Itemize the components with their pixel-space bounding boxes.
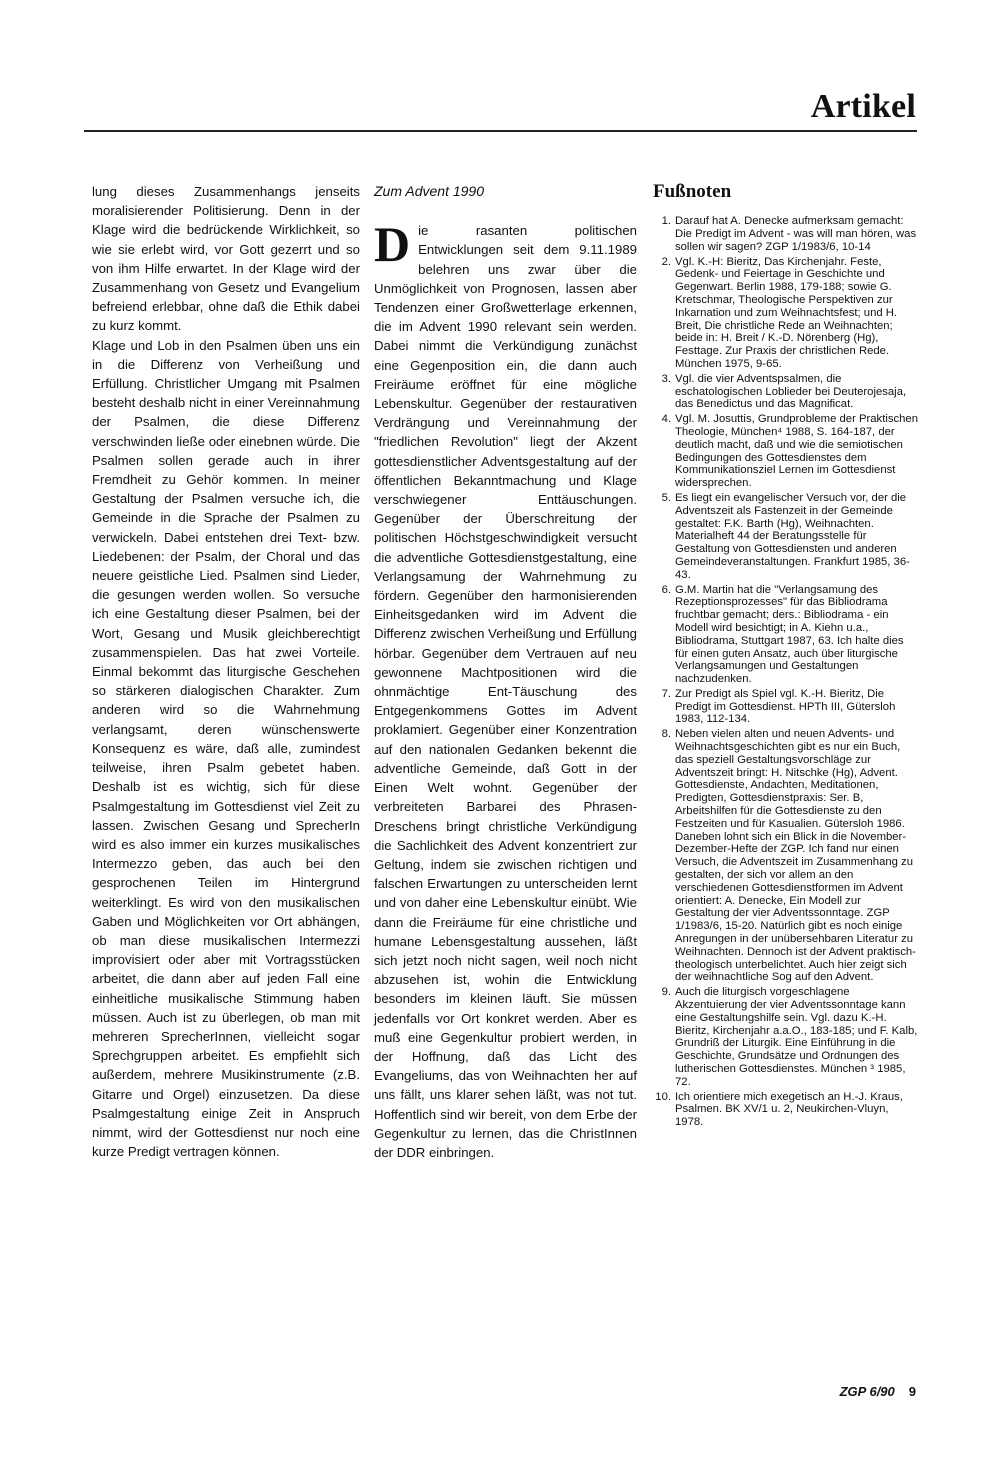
body-paragraph: Klage und Lob in den Psalmen üben uns ein in die Differenz von Verheißung und Erfüllung. Christlicher Umgang mit Psalmen besteht deshalb nicht in einer Vereinnahmung der Psalmen, die diese Differenz verschwinden ließe oder einebnen würde. Die Psalmen sollen gerade auch in ihrer Fremdheit zu Gehör kommen. In meiner Gestaltung der Psalmen versuche ich, die Gemeinde in die Sprache der Psalmen zu verwickeln. Dabei entstehen drei Text- bzw. Liedebenen: der Psalm, der Choral und das neuere geistliche Lied. Psalmen sind Lieder, die gesungen werden wollen. So versuche ich eine Gestaltung dieser Psalmen, bei der Wort, Gesang und Musik gleichberechtigt zusammenspielen. Das hat zwei Vorteile. Einmal bekommt das liturgische Geschehen so stärkeren dialogischen Charakter. Zum anderen wird so die Wahrnehmung verlangsamt, deren wünschenswerte Konsequenz es wäre, daß alle, zumindest teilweise, ihren Psalm gebetet haben. Deshalb ist es wichtig, sich für diese Psalmgestaltung im Gottesdienst viel Zeit zu lassen. Zwischen Gesang und SprecherIn wird es also immer ein kurzes musikalisches Intermezzo geben, das auch bei den gesprochenen Teilen im Hintergrund weiterklingt. Es wird von den musikalischen Gaben und Möglichkeiten vor Ort abhängen, ob man diese musikalischen Intermezzi improvisiert oder aber mit Vortragsstücken arbeitet, die dann aber auf jeden Fall eine einheitliche musikalische Stimmung haben müssen. Auch ist zu überlegen, ob man mit mehreren SprecherInnen, vielleicht sogar Sprechgruppen arbeitet. Es empfiehlt sich außerdem, mehrere Musikinstrumente (z.B. Gitarre und Orgel) einzusetzen. Da diese Psalmgestaltung einige Zeit in Anspruch nimmt, wird der Gottesdienst nur noch eine kurze Predigt vertragen können. [92,337,360,1160]
body-paragraph [374,216,637,1162]
footnote-text: Vgl. die vier Adventspsalmen, die eschatologischen Loblieder bei Deuterojesaja, das Benedictus und das Magnificat. [675,372,907,411]
page-number: 9 [908,1384,916,1399]
header-rule [84,130,917,132]
footnote-text: G.M. Martin hat die "Verlangsamung des Rezeptionsprozesses" für das Bibliodrama fruchtbar gemacht; ders.: Bibliodrama - ein Modell wird besichtigt; in A. Kiehn u.a., Bibliodrama, Stuttgart 1987, 63. Ich halte dies für einen guten Ansatz, auch über liturgische Verlangsamungen und Gestaltungen nachzudenken. [675,583,904,686]
footnote-item [653,413,918,490]
footnote-number: 3. [661,372,671,385]
footnote-text: Es liegt ein evangelischer Versuch vor, der die Adventszeit als Fastenzeit in der Gemeinde gestaltet: F.K. Barth (Hg), Weihnachten. Materialheft 44 der Beratungsstelle für Gestaltung von Gottesdiensten und anderen Gemeindeveranstaltungen. Frankfurt 1985, 36-43. [675,491,910,581]
footnote-item [653,688,918,726]
footnote-number: 1. [661,215,671,228]
footnote-item [653,1091,918,1129]
page-footer [840,1384,916,1399]
paragraph-text: ie rasanten politischen Entwicklungen seit dem 9.11.1989 belehren uns zwar über die Unmöglichkeit von Prognosen, lassen aber Tendenzen einer Großwetterlage erkennen, die im Advent 1990 relevant sein werden. Dabei nimmt die Verkündigung zunächst eine Gegenposition ein, die dann auch Freiräume eröffnet für eine mögliche Lebenskultur. Gegenüber der restaurativen Verdrängung und Vereinnahmung der "friedlichen Revolution" liegt der Akzent gottesdienstlicher Adventsgestaltung auf der öffentlichen Bekanntmachung und Klage verschwiegener Enttäuschungen. Gegenüber der Überschreitung der politischen Höchstgeschwindigkeit versucht die adventliche Gottesdienstgestaltung, eine Verlangsamung der Wahrnehmung zu fördern. Gegenüber den harmonisierenden Einheitsgedanken wird im Advent die Differenz zwischen Verheißung und Erfüllung hörbar. Gegenüber dem Vertrauen auf neu gewonnene Machtpositionen wird die ohnmächtige Ent-Täuschung des Entgegenkommens Gottes im Advent proklamiert. Gegenüber einer Konzentration auf den nationalen Gedanken bekennt die adventliche Gemeinde, daß Gott in der Einen Welt wohnt. Gegenüber der verbreiteten Barbarei des Phrasen-Dreschens bringt christliche Verkündigung die Sachlichkeit des Advent konzentriert zur Geltung, indem sie zwischen richtigen und falschen Erwartungen zu unterscheiden lernt und von daher eine Lebenskultur einübt. Wie dann die Freiräume für eine christliche und humane Lebensgestaltung aussehen, läßt sich jetzt noch nicht sagen, weil noch nicht abzusehen ist, wohin die Entwicklung besonders im kleinen läuft. Sie müssen jedenfalls vor Ort konkret werden. Aber es muß eine Gegenkultur probiert werden, in der Hoffnung, daß das Licht des Evangeliums, das von Weihnachten her auf uns fällt, uns klarer sehen läßt, was not tut. Hoffentlich sind wir bereit, von dem Erbe der Gegenkultur zu lernen, das die ChristInnen der DDR einbringen. [374,223,637,1160]
footnote-text: Auch die liturgisch vorgeschlagene Akzentuierung der vier Adventssonntage kann eine Gestaltungshilfe sein. Vgl. dazu K.-H. Bieritz, Kirchenjahr a.a.O., 183-185; und F. Kalb, Grundriß der Liturgik. Eine Einführung in die Geschichte, Grundsätze und Ordnungen des lutherischen Gottesdienstes. München ³ 1985, 72. [675,986,918,1088]
footnote-list [653,215,918,1129]
body-paragraph: lung dieses Zusammenhangs jenseits moralisierender Politisierung. Denn in der Klage wird die bedrückende Wirklichkeit, so wie sie erlebt wird, vor Gott gezerrt und so von ihm Hilfe erwartet. In der Klage wird der Zusammenhang von Gesetz und Evangelium befreiend erlebbar, ohne daß die Ethik dabei zu kurz kommt. [92,184,360,334]
footnote-item [653,584,918,686]
footnote-text: Zur Predigt als Spiel vgl. K.-H. Bieritz, Die Predigt im Gottesdienst. HPTh III, Gütersloh 1983, 112-134. [675,687,896,726]
footnote-number: 10. [655,1090,671,1103]
footnote-number: 9. [661,986,671,999]
footnote-text: Neben vielen alten und neuen Advents- und Weihnachtsgeschichten gibt es nur ein Buch, das speziell Gestaltungsvorschläge zur Adventszeit bringt: H. Nitschke (Hg), Advent. Gottesdienste, Andachten, Meditationen, Predigten, Gottesdienstpraxis: Ser. B, Arbeitshilfen für die Gottesdienste zu den Festzeiten und für Kasualien. Gütersloh 1986. Daneben lohnt sich ein Blick in die November-Dezember-Hefte der ZGP. Ich fand nur einen Versuch, die Adventszeit im Zusammenhang zu gestalten, der sich vor allem an den verschiedenen Gottesdienstformen im Advent orientiert: A. Denecke, Ein Modell zur Gestaltung der vier Adventssonntage. ZGP 1/1983/6, 15-20. Natürlich gibt es noch einige Anregungen in der unübersehbaren Literatur zu Weihnachten. Dennoch ist der Advent praktisch-theologisch unterbelichtet. Auch hier zeigt sich der weihnachtliche Sog auf den Advent. [675,728,916,984]
section-subheading: Zum Advent 1990 [374,183,484,199]
column-middle [374,182,637,1162]
footnote-item [653,256,918,371]
footnote-item [653,492,918,582]
footnote-number: 8. [661,728,671,741]
footnote-text: Darauf hat A. Denecke aufmerksam gemacht: Die Predigt im Advent - was will man hören, was sollen wir sagen? ZGP 1/1983/6, 10-14 [675,215,917,253]
footnote-item [653,728,918,984]
footnote-text: Ich orientiere mich exegetisch an H.-J. Kraus, Psalmen. BK XV/1 u. 2, Neukirchen-Vluyn, 1978. [675,1090,903,1129]
footnote-item [653,215,918,253]
footnote-item [653,373,918,411]
footnote-text: Vgl. K.-H: Bieritz, Das Kirchenjahr. Feste, Gedenk- und Feiertage in Geschichte und Gegenwart. Berlin 1988, 179-188; sowie G. Kretschmar, Theologische Perspektiven zur Inkarnation und zum Weihnachtsfest; und H. Breit, Die christliche Rede an Weihnachten; beide in: H. Breit / K.-D. Nörenberg (Hg), Festtage. Zur Praxis der christlichen Rede. München 1975, 9-65. [675,255,898,370]
journal-issue: ZGP 6/90 [839,1384,895,1399]
footnote-number: 7. [661,687,671,700]
footnote-text: Vgl. M. Josuttis, Grundprobleme der Praktischen Theologie, München⁴ 1988, S. 164-187, der deutlich macht, daß und wie die semiotischen Bedingungen des Gottesdienstes dem Kommunikationsziel Lernen im Gottesdienst widersprechen. [675,413,918,490]
column-left [92,182,360,1161]
footnote-number: 5. [661,491,671,504]
section-label: Artikel [810,88,916,125]
footnote-item [653,986,918,1088]
drop-cap: D [374,216,411,273]
footnote-number: 4. [661,413,671,426]
footnote-number: 6. [661,583,671,596]
footnotes-heading: Fußnoten [653,181,732,202]
column-footnotes [653,182,918,1131]
footnote-number: 2. [661,255,671,268]
